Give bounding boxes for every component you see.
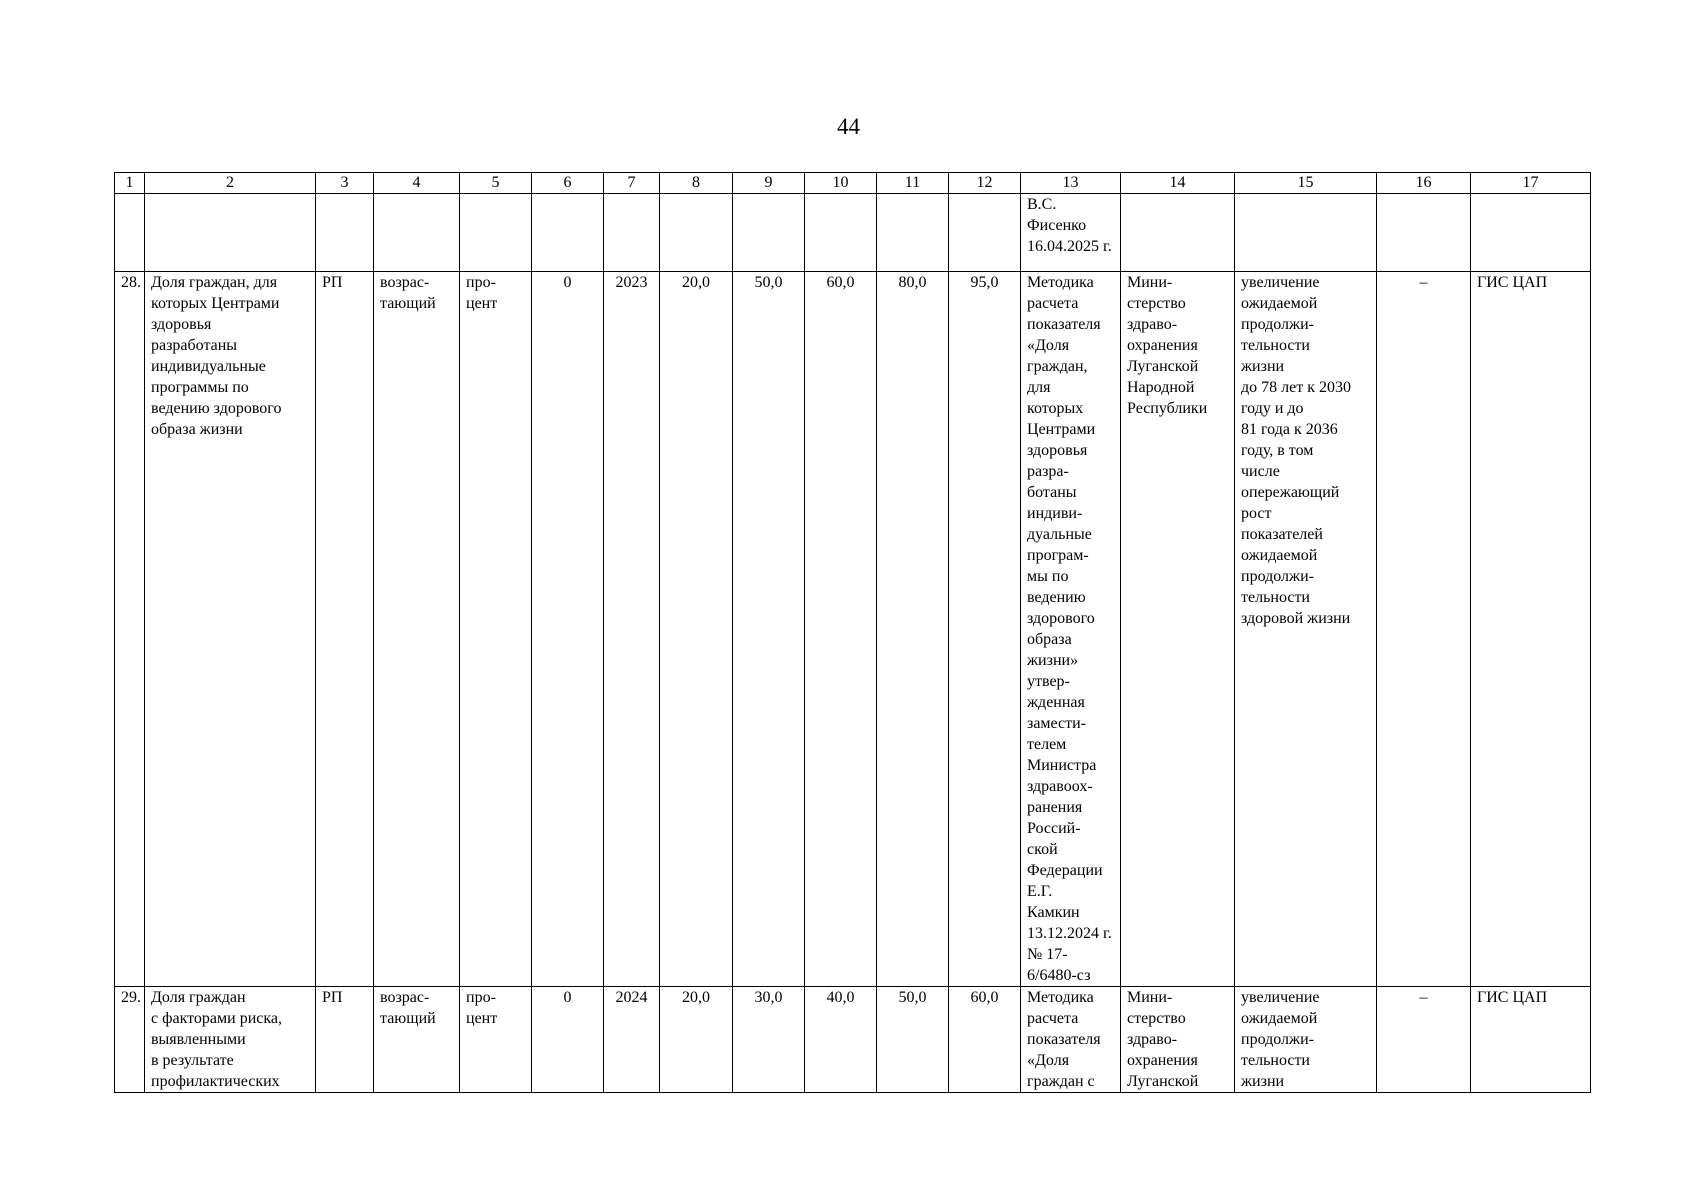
table-cell	[460, 194, 532, 272]
table-cell	[949, 194, 1021, 272]
target-value: 80,0	[877, 272, 949, 987]
responsible-body: Мини- стерство здраво- охранения Луганской	[1121, 987, 1235, 1093]
indicator-level: РП	[316, 272, 374, 987]
column-number: 12	[949, 173, 1021, 194]
page-number: 44	[837, 114, 860, 139]
table-row-28	[115, 272, 1591, 987]
information-system: ГИС ЦАП	[1471, 987, 1591, 1093]
column-number: 3	[316, 173, 374, 194]
target-value: 50,0	[733, 272, 805, 987]
column-number: 14	[1121, 173, 1235, 194]
table-cell	[1377, 194, 1471, 272]
table-cell	[733, 194, 805, 272]
column-number: 10	[805, 173, 877, 194]
column-number-row	[115, 173, 1591, 194]
indicator-unit: про- цент	[460, 272, 532, 987]
table-cell	[877, 194, 949, 272]
column-number: 7	[604, 173, 660, 194]
table-cell	[1235, 194, 1377, 272]
table-cell-methodology: В.С. Фисенко 16.04.2025 г.	[1021, 194, 1121, 272]
row-number: 29.	[115, 987, 145, 1093]
base-value: 0	[532, 272, 604, 987]
column-number: 1	[115, 173, 145, 194]
target-value: 60,0	[949, 987, 1021, 1093]
target-value: 50,0	[877, 987, 949, 1093]
responsible-body: Мини- стерство здраво- охранения Луганской Народной Республики	[1121, 272, 1235, 987]
column-number: 15	[1235, 173, 1377, 194]
indicator-trend: возрас- тающий	[374, 272, 460, 987]
table-cell	[1121, 194, 1235, 272]
column-number: 13	[1021, 173, 1121, 194]
table-cell	[805, 194, 877, 272]
indicators-table	[114, 172, 1591, 1093]
row-number: 28.	[115, 272, 145, 987]
table-row-continuation	[115, 194, 1591, 272]
table-cell	[374, 194, 460, 272]
column-number: 17	[1471, 173, 1591, 194]
base-year: 2024	[604, 987, 660, 1093]
indicator-unit: про- цент	[460, 987, 532, 1093]
base-year: 2023	[604, 272, 660, 987]
indicator-name: Доля граждан, для которых Центрами здоровья разработаны индивидуальные программы по ведению здорового образа жизни	[145, 272, 316, 987]
table-cell	[604, 194, 660, 272]
indicator-trend: возрас- тающий	[374, 987, 460, 1093]
table-cell	[145, 194, 316, 272]
base-value: 0	[532, 987, 604, 1093]
target-value: 60,0	[805, 272, 877, 987]
column-number: 2	[145, 173, 316, 194]
column-number: 9	[733, 173, 805, 194]
column-number: 11	[877, 173, 949, 194]
table-cell	[115, 194, 145, 272]
column-number: 6	[532, 173, 604, 194]
related-indicator: –	[1377, 987, 1471, 1093]
indicator-name: Доля граждан с факторами риска, выявленными в результате профилактических	[145, 987, 316, 1093]
national-goal-link: увеличение ожидаемой продолжи- тельности жизни	[1235, 987, 1377, 1093]
column-number: 4	[374, 173, 460, 194]
table-cell	[316, 194, 374, 272]
table-cell	[532, 194, 604, 272]
table-row-29	[115, 987, 1591, 1093]
table-cell	[1471, 194, 1591, 272]
related-indicator: –	[1377, 272, 1471, 987]
column-number: 8	[660, 173, 733, 194]
information-system: ГИС ЦАП	[1471, 272, 1591, 987]
methodology-document: Методика расчета показателя «Доля граждан, для которых Центрами здоровья разра- ботаны индиви- дуальные програм- мы по ведению здорового образа жизни» утвер- жденная замести- телем Министра здравоох- ранения Россий- ской Федерации Е.Г. Камкин 13.12.2024 г. № 17- 6/6480-сз	[1021, 272, 1121, 987]
column-number: 5	[460, 173, 532, 194]
target-value: 40,0	[805, 987, 877, 1093]
indicator-level: РП	[316, 987, 374, 1093]
national-goal-link: увеличение ожидаемой продолжи- тельности жизни до 78 лет к 2030 году и до 81 года к 2036 году, в том числе опережающий рост показателей ожидаемой продолжи- тельности здоровой жизни	[1235, 272, 1377, 987]
target-value: 30,0	[733, 987, 805, 1093]
methodology-document: Методика расчета показателя «Доля граждан с	[1021, 987, 1121, 1093]
target-value: 20,0	[660, 987, 733, 1093]
column-number: 16	[1377, 173, 1471, 194]
table-cell	[660, 194, 733, 272]
target-value: 95,0	[949, 272, 1021, 987]
target-value: 20,0	[660, 272, 733, 987]
